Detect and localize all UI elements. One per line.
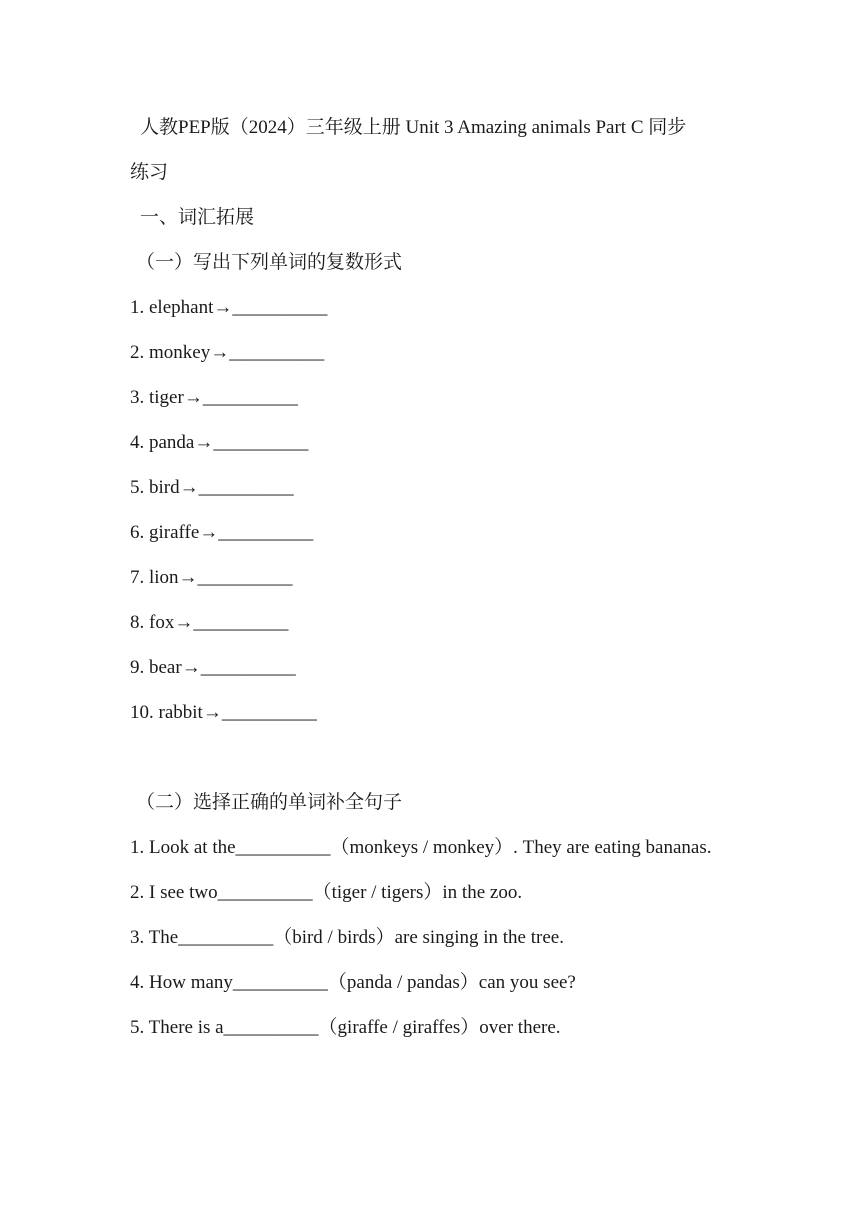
part1-heading: （一）写出下列单词的复数形式 xyxy=(136,252,403,273)
sentence-item: 1. Look at the__________（monkeys / monkey）. They are eating bananas. xyxy=(130,837,712,858)
plural-item: 4. panda→__________ xyxy=(130,432,309,453)
section-heading-vocabulary: 一、词汇拓展 xyxy=(140,207,255,228)
plural-item: 10. rabbit→__________ xyxy=(130,702,317,723)
plural-item: 6. giraffe→__________ xyxy=(130,522,314,543)
sentence-item: 2. I see two__________（tiger / tigers）in the zoo. xyxy=(130,882,523,903)
sentence-item: 5. There is a__________（giraffe / giraffes）over there. xyxy=(130,1017,561,1038)
plural-item: 3. tiger→__________ xyxy=(130,387,298,408)
sentence-item: 3. The__________（bird / birds）are singing in the tree. xyxy=(130,927,564,948)
part2-heading: （二）选择正确的单词补全句子 xyxy=(136,792,403,813)
sentence-item: 4. How many__________（panda / pandas）can you see? xyxy=(130,972,576,993)
plural-item: 2. monkey→__________ xyxy=(130,342,325,363)
plural-item: 5. bird→__________ xyxy=(130,477,294,498)
plural-item: 7. lion→__________ xyxy=(130,567,293,588)
document-title-line-2: 练习 xyxy=(130,162,169,183)
document-title-line-1: 人教PEP版（2024）三年级上册 Unit 3 Amazing animals Part C 同步 xyxy=(140,117,687,138)
plural-item: 1. elephant→__________ xyxy=(130,297,328,318)
plural-item: 8. fox→__________ xyxy=(130,612,289,633)
plural-item: 9. bear→__________ xyxy=(130,657,296,678)
